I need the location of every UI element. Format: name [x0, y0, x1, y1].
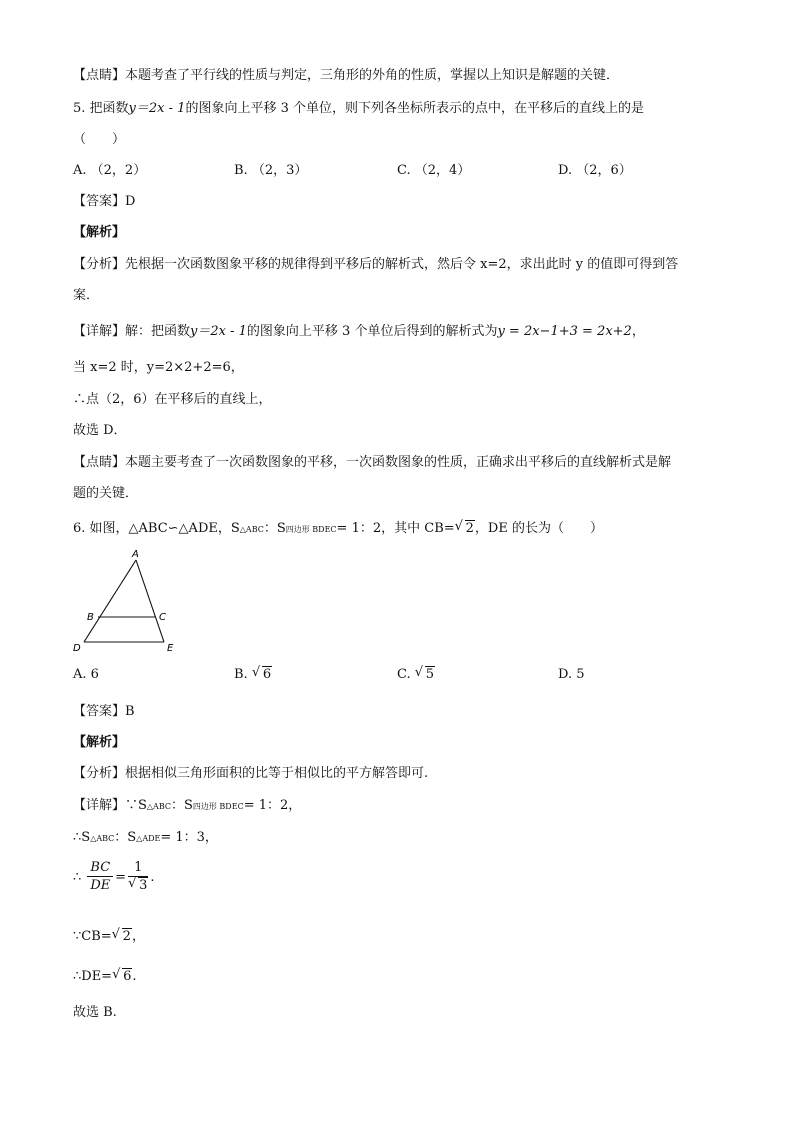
q6-cb-line [73, 928, 145, 946]
q5-stem-prefix: 5. 把函数 [73, 101, 129, 116]
q5-detail [73, 323, 645, 341]
q5-detail-end: ， [631, 324, 645, 339]
q5-stem-suffix: 的图象向上平移 3 个单位，则下列各坐标所表示的点中，在平移后的直线上的是 [185, 101, 644, 116]
q5-paren: （ ） [73, 132, 126, 147]
q6-option-b-label: B. [234, 667, 248, 682]
q6-detail-sub-abc: △ABC [146, 802, 171, 811]
q6-cb-sqrt: √ 2 [111, 927, 131, 944]
q6-frac-num: BC [87, 860, 113, 877]
q5-option-a: A. （2，2） [73, 163, 147, 178]
q6-detail-sub-quad: 四边形 BDEC [192, 802, 244, 811]
q6-frac-prefix: ∴ [73, 870, 82, 885]
q5-analysis-label: 【解析】 [73, 225, 126, 240]
q6-fenxi: 【分析】根据相似三角形面积的比等于相似比的平方解答即可. [73, 766, 429, 781]
q6-stem-sub-abc: △ABC [239, 525, 264, 534]
label-d: D [73, 643, 81, 654]
q6-detail-b: ：S [170, 798, 193, 813]
q6-sqrt-2: √ 2 [454, 519, 474, 536]
q6-line2-c: = 1：3， [160, 830, 218, 845]
q5-stem [73, 100, 644, 118]
q6-option-b [234, 666, 272, 684]
q6-frac-r-sqrt: √ 3 [128, 876, 148, 893]
q6-frac-left [87, 860, 113, 895]
q6-radicand-2: 2 [465, 521, 474, 536]
q6-frac-end: . [150, 870, 155, 885]
q5-fenxi-2: 案． [73, 288, 100, 303]
q5-detail-func: y＝2x - 1 [190, 324, 247, 339]
q5-choose: 故选 D． [73, 423, 127, 438]
q5-comment-2: 题的关键． [73, 486, 139, 501]
q6-cb-a: ∵CB= [73, 929, 112, 944]
q6-option-b-sqrt: √ 6 [251, 665, 272, 682]
q6-stem-a: 6. 如图，△ABC∽△ADE，S [73, 521, 240, 536]
q6-de-end: . [132, 969, 137, 984]
q6-stem-d: ，DE 的长为（ ） [474, 521, 603, 536]
q6-fraction-line [73, 858, 155, 898]
q6-line2-sub-ade: △ADE [136, 834, 161, 843]
q6-detail-1 [73, 797, 301, 816]
q6-frac-right [128, 860, 148, 895]
q6-analysis-label: 【解析】 [73, 735, 126, 750]
q6-frac-eq: = [115, 870, 127, 885]
label-e: E [167, 643, 174, 654]
q6-cb-end: ， [131, 929, 145, 944]
q6-detail-2 [73, 829, 218, 848]
label-b: B [87, 612, 94, 623]
q5-when: 当 x=2 时，y=2×2+2=6， [73, 360, 244, 375]
q6-line2-b: ：S [114, 830, 137, 845]
q6-option-c-sqrt: √ 5 [414, 665, 435, 682]
q6-stem-b: ：S [263, 521, 286, 536]
q5-fenxi-1: 【分析】先根据一次函数图象平移的规律得到平移后的解析式，然后令 x=2，求出此时 y 的值即可得到答 [73, 257, 679, 272]
q6-detail-a: 【详解】∵S [73, 798, 147, 813]
q6-option-d: D. 5 [558, 667, 585, 682]
label-c: C [159, 612, 166, 623]
q5-detail-prefix: 【详解】解：把函数 [73, 324, 191, 339]
q6-de-sqrt: √ 6 [112, 967, 132, 984]
q6-line2-sub-abc: △ABC [90, 834, 115, 843]
q6-detail-c: = 1：2， [243, 798, 302, 813]
q6-choose: 故选 B. [73, 1005, 117, 1020]
q5-func: y＝2x - 1 [128, 101, 186, 116]
q4-comment: 【点睛】本题考查了平行线的性质与判定，三角形的外角的性质，掌握以上知识是解题的关键． [73, 68, 620, 83]
q6-stem [73, 520, 603, 539]
q6-stem-sub-quad: 四边形 BDEC [285, 525, 337, 534]
q6-answer: 【答案】B [73, 704, 135, 719]
q6-frac-den: DE [90, 878, 111, 893]
q5-answer: 【答案】D [73, 194, 136, 209]
q5-detail-mid: 的图象向上平移 3 个单位后得到的解析式为 [246, 324, 498, 339]
q6-frac-r-radicand: 3 [139, 878, 148, 893]
q6-line2-a: ∴S [73, 830, 91, 845]
q6-cb-radicand: 2 [122, 929, 131, 944]
q6-option-c-label: C. [397, 667, 411, 682]
q6-option-b-radicand: 6 [262, 667, 272, 682]
q6-de-radicand: 6 [123, 969, 132, 984]
q5-option-c: C. （2，4） [397, 163, 471, 178]
q6-option-a: A. 6 [73, 667, 99, 682]
label-a: A [132, 549, 139, 560]
q6-option-c [397, 666, 435, 684]
q5-detail-expr: y = 2x−1+3 = 2x+2 [497, 324, 632, 339]
q5-option-b: B. （2，3） [234, 163, 308, 178]
q6-option-c-radicand: 5 [425, 667, 435, 682]
triangle-figure [70, 545, 190, 657]
q5-therefore: ∴点（2，6）在平移后的直线上， [73, 392, 272, 407]
q6-stem-c: = 1：2，其中 CB= [336, 521, 455, 536]
q5-comment-1: 【点睛】本题主要考查了一次函数图象的平移，一次函数图象的性质，正确求出平移后的直线解析式是解 [73, 455, 672, 470]
q6-frac-r-num: 1 [128, 860, 148, 877]
q5-option-d: D. （2，6） [558, 163, 632, 178]
q6-de-line [73, 968, 137, 986]
q6-de-a: ∴DE= [73, 969, 113, 984]
